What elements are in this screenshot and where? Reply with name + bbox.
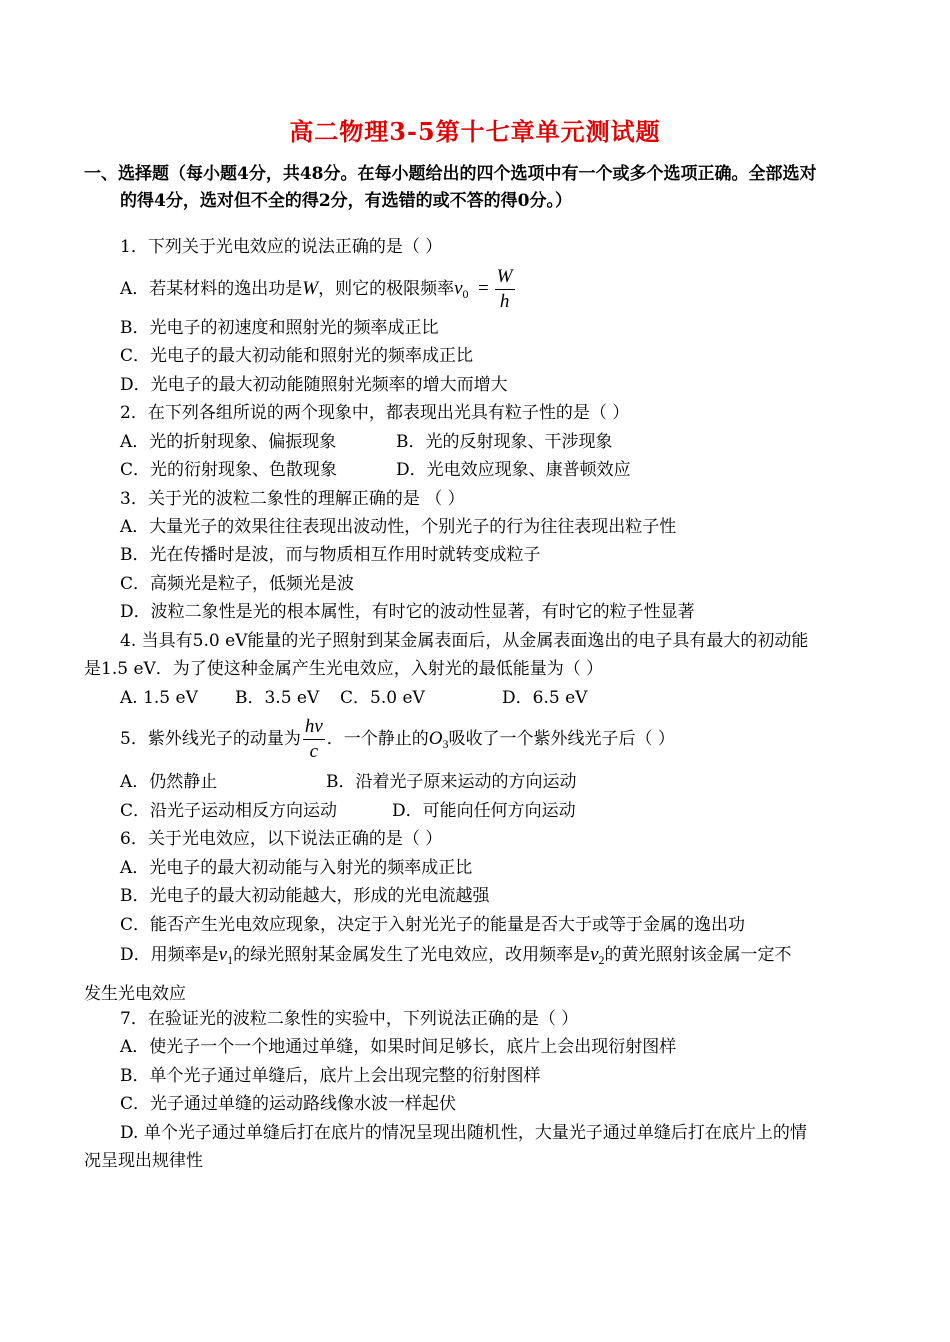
- page-title: 高二物理3-5第十七章单元测试题: [289, 117, 661, 146]
- q1-a-work-function: W: [302, 278, 319, 299]
- q7-stem: 7．在验证光的波粒二象性的实验中，下列说法正确的是（ ）: [120, 1009, 579, 1029]
- q4-option-a: A. 1.5 eV: [120, 688, 198, 708]
- q6-option-d: [120, 944, 792, 971]
- q1-option-a: [120, 264, 517, 319]
- q2-stem: 2．在下列各组所说的两个现象中，都表现出光具有粒子性的是（ ）: [120, 403, 630, 423]
- q2-option-b: B．光的反射现象、干涉现象: [396, 432, 613, 452]
- q3-option-a: A．大量光子的效果往往表现出波动性，个别光子的行为往往表现出粒子性: [120, 517, 677, 537]
- q6-option-a: A．光电子的最大初动能与入射光的频率成正比: [120, 858, 473, 878]
- q1-a-fraction: [495, 265, 515, 314]
- q6-d-middle: 的绿光照射某金属发生了光电效应，改用频率是: [233, 945, 591, 965]
- q1-a-nu: $v_0$: [454, 278, 469, 301]
- q3-option-d: D．波粒二象性是光的根本属性，有时它的波动性显著，有时它的粒子性显著: [120, 602, 695, 622]
- q7-option-a: A．使光子一个一个地通过单缝，如果时间足够长，底片上会出现衍射图样: [120, 1037, 677, 1057]
- q1-a-numerator: W: [495, 265, 515, 290]
- q1-a-prefix: A．若某材料的逸出功是: [120, 279, 303, 299]
- q1-a-denominator: h: [499, 291, 510, 312]
- q2-option-a: A．光的折射现象、偏振现象: [120, 432, 337, 452]
- q7-option-d-line2: 况呈现出规律性: [84, 1151, 203, 1171]
- q1-a-middle: ，则它的极限频率: [318, 279, 455, 299]
- q1-option-c: C．光电子的最大初动能和照射光的频率成正比: [120, 346, 474, 366]
- q5-numerator: hν: [303, 715, 325, 740]
- q3-option-c: C．高频光是粒子，低频光是波: [120, 574, 355, 594]
- q5-stem: [120, 714, 675, 769]
- q6-option-b: B．光电子的最大初动能越大，形成的光电流越强: [120, 886, 490, 906]
- q2-option-c: C．光的衍射现象、色散现象: [120, 460, 338, 480]
- q4-option-b: B．3.5 eV: [235, 688, 320, 708]
- q1-option-b: B．光电子的初速度和照射光的频率成正比: [120, 318, 439, 338]
- q7-option-d-line1: D. 单个光子通过单缝后打在底片的情况呈现出随机性，大量光子通过单缝后打在底片上的情: [120, 1123, 807, 1143]
- q2-option-d: D．光电效应现象、康普顿效应: [396, 460, 631, 480]
- q5-suffix: 吸收了一个紫外线光子后（ ）: [448, 729, 675, 749]
- q5-prefix: 5．紫外线光子的动量为: [120, 729, 301, 749]
- q6-option-c: C．能否产生光电效应现象，决定于入射光光子的能量是否大于或等于金属的逸出功: [120, 915, 746, 935]
- q6-d-nu2: $v_2$: [590, 944, 605, 967]
- q5-option-c: C．沿光子运动相反方向运动: [120, 801, 338, 821]
- q6-stem: 6．关于光电效应，以下说法正确的是（ ）: [120, 829, 443, 849]
- q5-ozone: $O_3$: [428, 728, 449, 751]
- q5-middle: ．一个静止的: [326, 729, 429, 749]
- q5-option-a: A．仍然静止: [120, 772, 218, 792]
- section-heading-line1: 一、选择题（每小题4分，共48分。在每小题给出的四个选项中有一个或多个选项正确。全部选对: [84, 164, 817, 184]
- q6-d-suffix: 的黄光照射该金属一定不: [604, 945, 792, 965]
- q6-d-nu1: $v_1$: [218, 944, 234, 967]
- q4-option-c: C．5.0 eV: [340, 688, 425, 708]
- q5-option-d: D．可能向任何方向运动: [392, 801, 576, 821]
- q5-momentum-fraction: [303, 715, 325, 764]
- q1-stem: 1．下列关于光电效应的说法正确的是（ ）: [120, 237, 443, 257]
- q6-d-prefix: D．用频率是: [120, 945, 219, 965]
- q4-stem-line2: 是1.5 eV．为了使这种金属产生光电效应，入射光的最低能量为（ ）: [84, 659, 604, 679]
- q1-a-equals: =: [477, 278, 489, 299]
- q6-option-d-line2: 发生光电效应: [84, 984, 186, 1004]
- q7-option-b: B．单个光子通过单缝后，底片上会出现完整的衍射图样: [120, 1066, 541, 1086]
- q4-option-d: D．6.5 eV: [502, 688, 588, 708]
- section-heading-line2: 的得4分，选对但不全的得2分，有选错的或不答的得0分。）: [120, 191, 572, 211]
- q7-option-c: C．光子通过单缝的运动路线像水波一样起伏: [120, 1094, 457, 1114]
- q4-stem-line1: 4. 当具有5.0 eV能量的光子照射到某金属表面后，从金属表面逸出的电子具有最大的初动能: [120, 631, 809, 651]
- q5-denominator: c: [309, 741, 319, 762]
- q1-option-d: D．光电子的最大初动能随照射光频率的增大而增大: [120, 375, 508, 395]
- q3-stem: 3．关于光的波粒二象性的理解正确的是 （ ）: [120, 489, 465, 509]
- q3-option-b: B．光在传播时是波，而与物质相互作用时就转变成粒子: [120, 545, 541, 565]
- q5-option-b: B．沿着光子原来运动的方向运动: [326, 772, 577, 792]
